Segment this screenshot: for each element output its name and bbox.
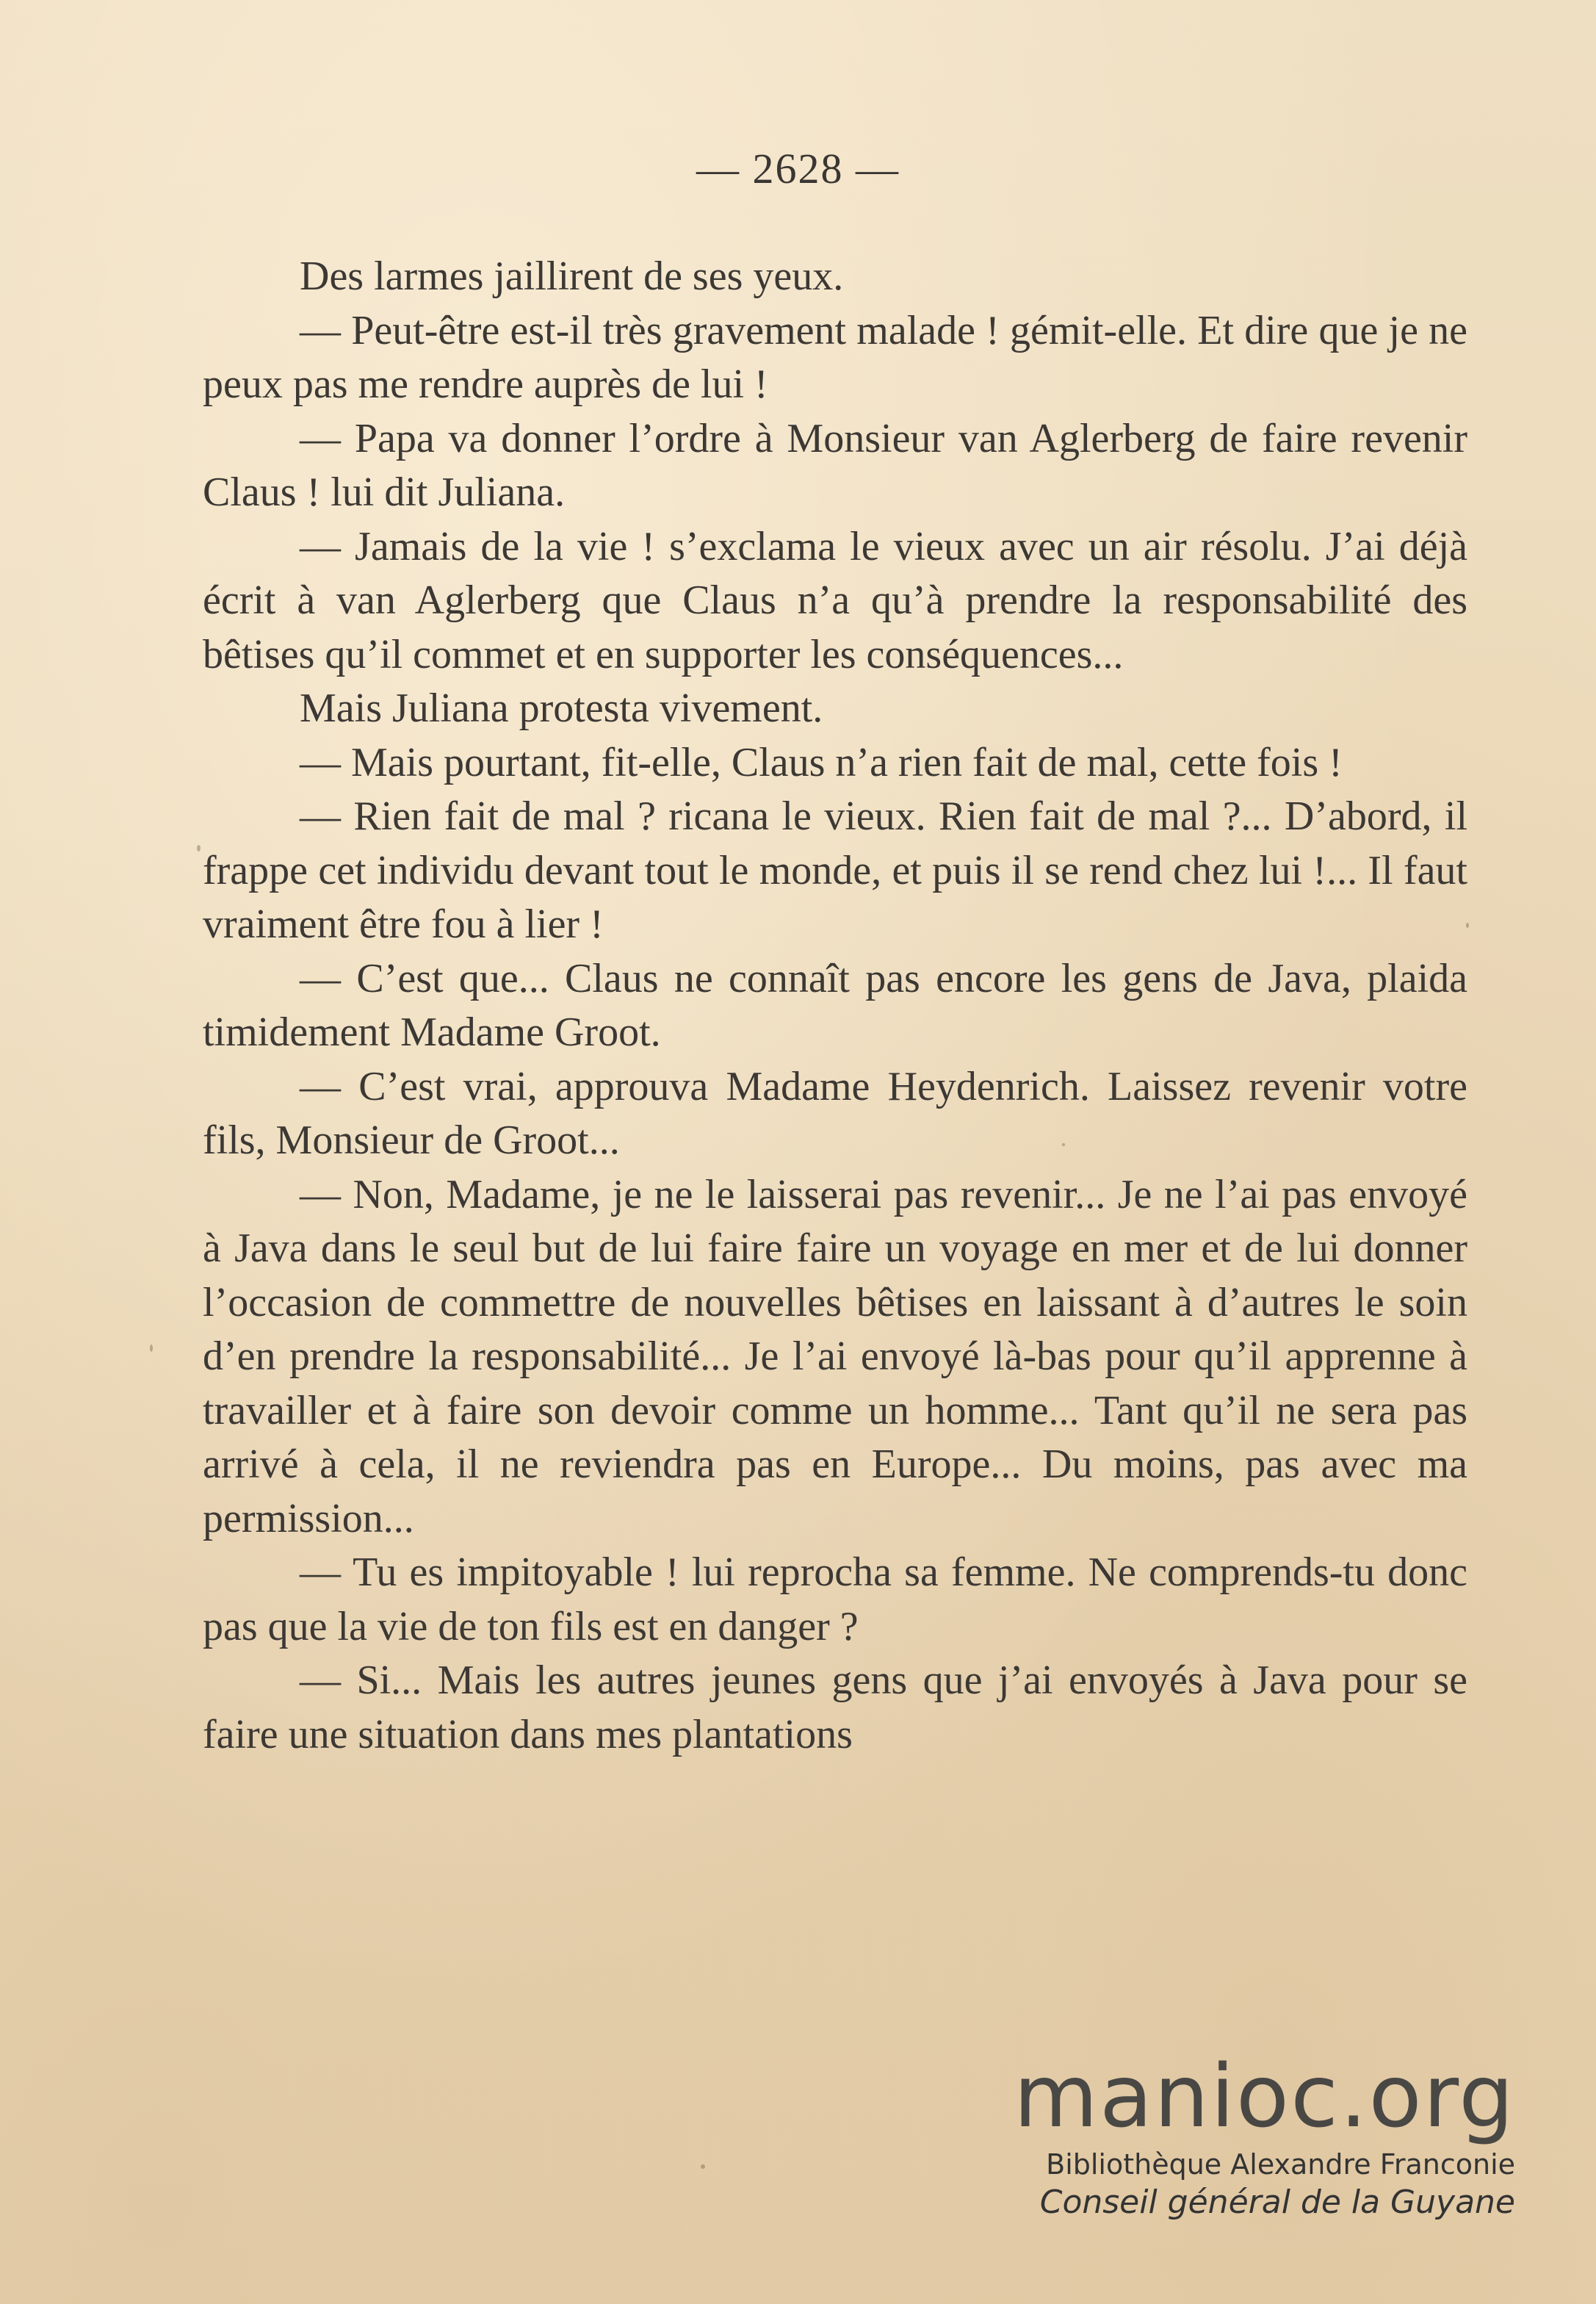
paper-speck <box>150 1344 153 1352</box>
paragraph: — C’est vrai, approuva Madame Heydenrich. Laissez revenir votre fils, Monsieur de Groot... <box>203 1063 1467 1163</box>
paragraph: Des larmes jaillirent de ses yeux. <box>300 253 844 299</box>
paragraph: — Tu es impitoyable ! lui reprocha sa femme. Ne comprends-tu donc pas que la vie de ton fils est en danger ? <box>203 1549 1467 1649</box>
paragraph: — Si... Mais les autres jeunes gens que j’ai envoyés à Java pour se faire une situation dans mes plantations <box>203 1657 1467 1757</box>
paragraph: — Rien fait de mal ? ricana le vieux. Rien fait de mal ?... D’abord, il frappe cet individu devant tout le monde, et puis il se rend chez lui !... Il faut vraiment être fou à lier ! <box>203 793 1467 947</box>
paragraph: — Papa va donner l’ordre à Monsieur van Aglerberg de faire revenir Claus ! lui dit Juliana. <box>203 415 1467 515</box>
paper-speck <box>1466 923 1469 928</box>
watermark-library-name: Bibliothèque Alexandre Franconie <box>1046 2148 1515 2181</box>
manioc-logo: manioc.org <box>1014 2045 1515 2147</box>
paragraph: Mais Juliana protesta vivement. <box>300 685 823 731</box>
paper-speck <box>1062 1143 1065 1146</box>
paragraph: — Peut-être est-il très gravement malade ! gémit-elle. Et dire que je ne peux pas me rendre auprès de lui ! <box>203 307 1467 407</box>
paragraph: — Mais pourtant, fit-elle, Claus n’a rien fait de mal, cette fois ! <box>300 739 1343 785</box>
paragraph: — C’est que... Claus ne connaît pas encore les gens de Java, plaida timidement Madame Groot. <box>203 955 1467 1055</box>
text-body <box>203 250 1467 1762</box>
paper-speck <box>197 845 201 852</box>
paragraph: — Jamais de la vie ! s’exclama le vieux avec un air résolu. J’ai déjà écrit à van Aglerberg que Claus n’a qu’à prendre la responsabilité des bêtises qu’il commet et en supporter les conséquences... <box>203 523 1467 677</box>
library-watermark <box>1001 2045 1515 2223</box>
watermark-council-name: Conseil général de la Guyane <box>1039 2184 1515 2221</box>
paper-speck <box>701 2164 705 2169</box>
page-number: — 2628 — <box>696 145 900 192</box>
paragraph: — Non, Madame, je ne le laisserai pas revenir... Je ne l’ai pas envoyé à Java dans le seul but de lui faire faire un voyage en mer et de lui donner l’occasion de commettre de nouvelles bêtises en laissant à d’autres le soin d’en prendre la responsabilité... Je l’ai envoyé là-bas pour qu’il apprenne à travailler et à faire son devoir comme un homme... Tant qu’il ne sera pas arrivé à cela, il ne reviendra pas en Europe... Du moins, pas avec ma permission... <box>203 1171 1467 1541</box>
